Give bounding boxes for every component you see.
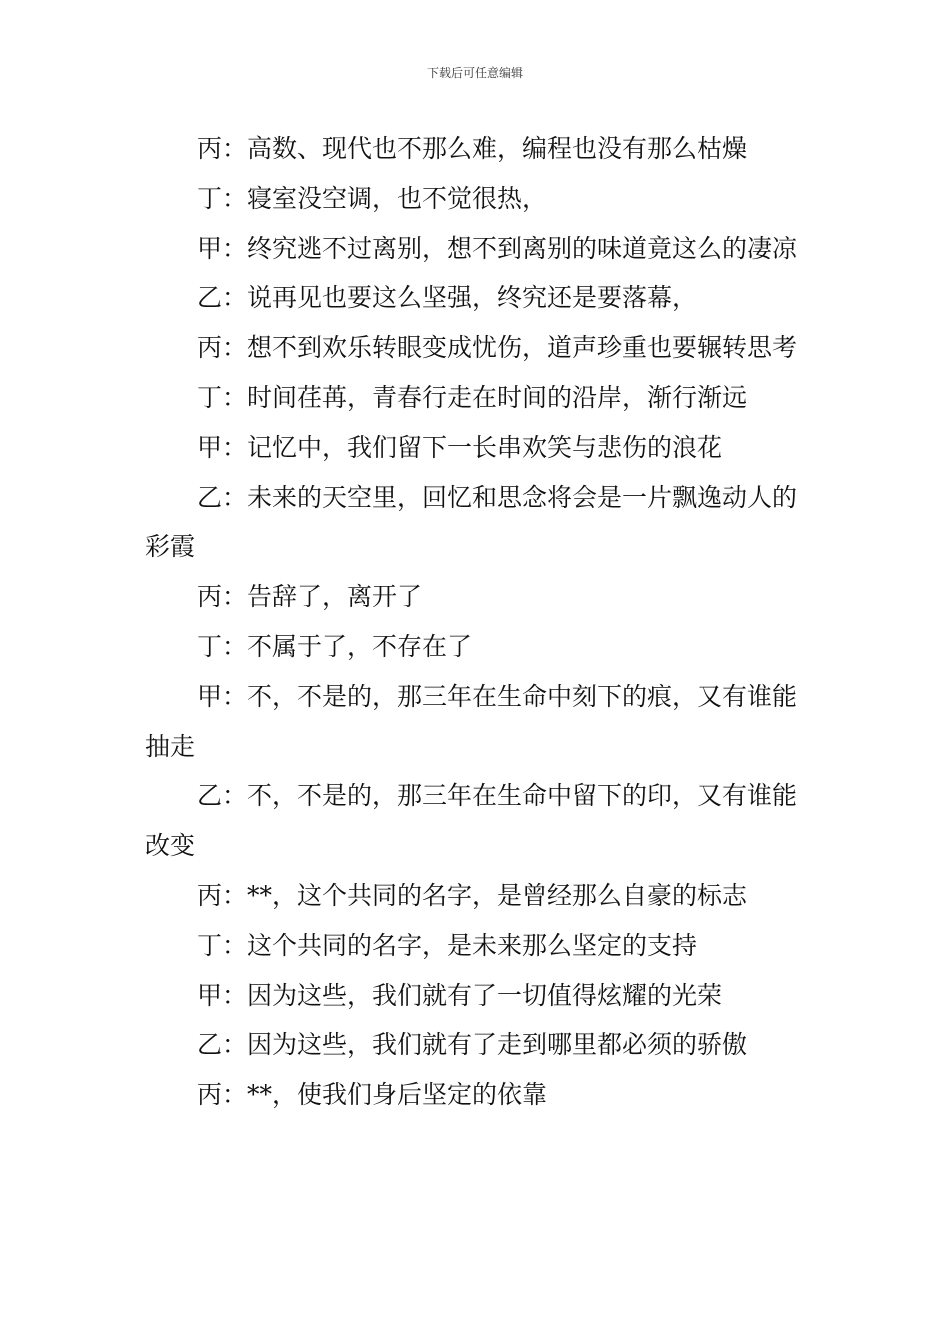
paragraph: 乙：说再见也要这么坚强，终究还是要落幕， xyxy=(197,283,698,313)
paragraph: 丙：高数、现代也不那么难，编程也没有那么枯燥 xyxy=(197,134,748,163)
paragraph: 丙：**，这个共同的名字，是曾经那么自豪的标志 xyxy=(197,880,748,910)
document-body xyxy=(145,124,810,1120)
paragraph: 甲：记忆中，我们留下一长串欢笑与悲伤的浪花 xyxy=(197,432,723,462)
paragraph: 丙：告辞了，离开了 xyxy=(197,582,423,612)
paragraph: 丁：这个共同的名字，是未来那么坚定的支持 xyxy=(197,930,698,960)
paragraph: 乙：未来的天空里，回忆和思念将会是一片飘逸动人的彩霞 xyxy=(145,482,798,562)
paragraph: 乙：因为这些，我们就有了走到哪里都必须的骄傲 xyxy=(197,1030,748,1060)
paragraph: 甲：因为这些，我们就有了一切值得炫耀的光荣 xyxy=(197,980,723,1010)
paragraph: 丙：想不到欢乐转眼变成忧伤，道声珍重也要辗转思考 xyxy=(197,333,798,363)
page-header: 下载后可任意编辑 xyxy=(426,66,523,80)
paragraph: 丁：时间荏苒，青春行走在时间的沿岸，渐行渐远 xyxy=(197,382,748,412)
paragraph: 丙：**，使我们身后坚定的依靠 xyxy=(197,1080,548,1110)
paragraph: 甲：不，不是的，那三年在生命中刻下的痕，又有谁能抽走 xyxy=(145,681,798,761)
paragraph: 乙：不，不是的，那三年在生命中留下的印，又有谁能改变 xyxy=(145,781,798,861)
paragraph: 丁：寝室没空调，也不觉很热， xyxy=(197,183,548,213)
paragraph: 甲：终究逃不过离别，想不到离别的味道竟这么的凄凉 xyxy=(197,233,798,263)
paragraph: 丁：不属于了，不存在了 xyxy=(197,631,473,661)
